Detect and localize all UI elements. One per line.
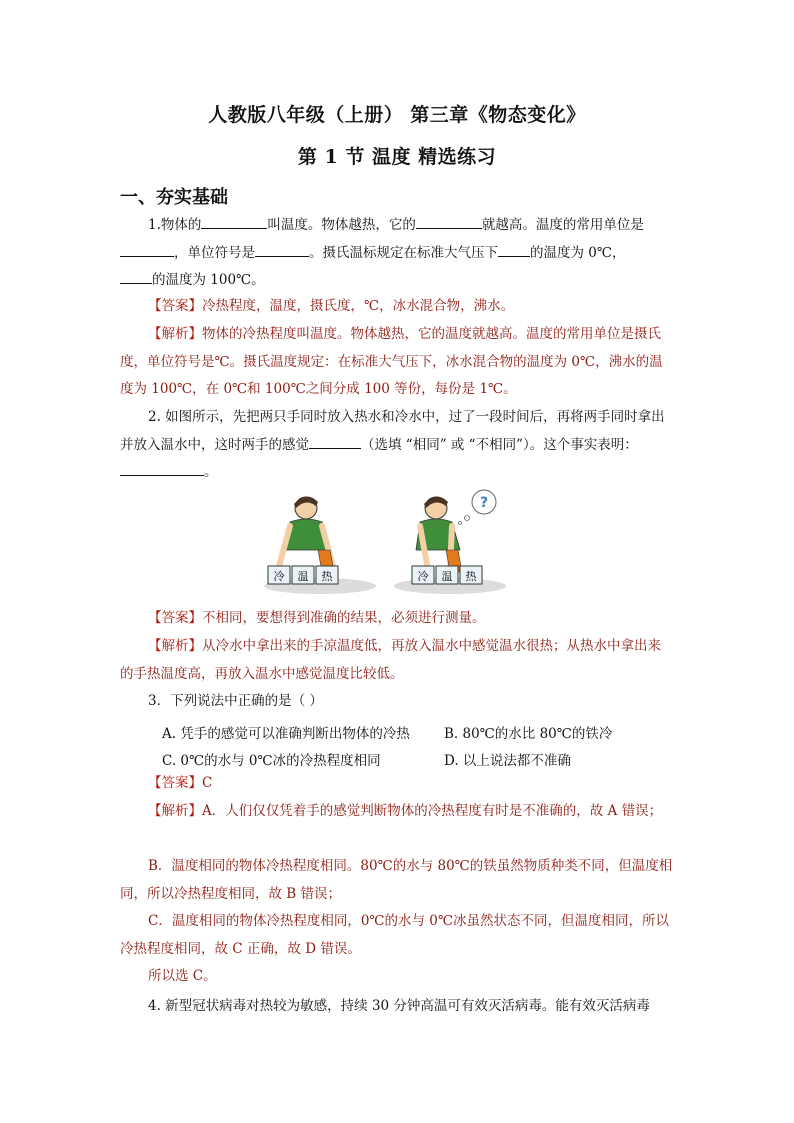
section-heading: 一、夯实基础 (120, 187, 228, 208)
option-a[interactable]: A. 凭手的感觉可以准确判断出物体的冷热 (162, 726, 410, 742)
answer-blank[interactable] (120, 269, 152, 284)
document-title: 人教版八年级（上册） 第三章《物态变化》 (208, 104, 586, 126)
answer-2: 【答案】不相同，要想得到准确的结果，必须进行测量。 (148, 610, 486, 626)
bowl-label: 热 (465, 570, 477, 583)
bowl-label: 冷 (273, 570, 285, 583)
analysis-3-conclusion: 所以选 C。 (148, 968, 217, 984)
answer-label: 【答案】 (148, 775, 202, 791)
bowl-label: 冷 (417, 570, 429, 583)
answer-blank[interactable] (120, 242, 174, 257)
option-c[interactable]: C. 0℃的水与 0℃冰的冷热程度相同 (162, 753, 381, 769)
answer-1: 【答案】冷热程度，温度，摄氏度，℃，冰水混合物，沸水。 (148, 298, 515, 314)
answer-blank[interactable] (201, 214, 267, 229)
lesson-subtitle: 第 1 节 温度 精选练习 (297, 146, 497, 168)
question-1: 1.物体的 叫温度。物体越热，它的 就越高。温度的常用单位是，单位符号是 。摄氏温标规定在标准大气压下 的温度为 0℃， 的温度为 100℃。 (120, 212, 674, 295)
option-b[interactable]: B. 80℃的水比 80℃的铁冷 (444, 726, 613, 742)
analysis-label: 【解析】 (148, 638, 202, 654)
question-3: 3．下列说法中正确的是（ ） (148, 693, 323, 709)
analysis-3-a: 【解析】A．人们仅仅凭着手的感觉判断物体的冷热程度有时是不准确的，故 A 错误； (148, 803, 663, 819)
answer-blank[interactable] (416, 214, 482, 229)
analysis-3-b: B．温度相同的物体冷热程度相同。80℃的水与 80℃的铁虽然物质种类不同，但温度相同，所以冷热程度相同，故 B 错误； (120, 858, 673, 902)
boy-figure-right (394, 490, 506, 594)
analysis-label: 【解析】 (148, 326, 202, 342)
analysis-3-c: C．温度相同的物体冷热程度相同，0℃的水与 0℃冰虽然状态不同，但温度相同，所以冷热程度相同，故 C 正确，故 D 错误。 (120, 913, 670, 957)
answer-label: 【答案】 (148, 610, 202, 626)
question-2: 2. 如图所示，先把两只手同时放入热水和冷水中，过了一段时间后，再将两手同时拿出并放入温水中，这时两手的感觉 （选填 “相同” 或 “不相同”）。这个事实表明： 。 (120, 409, 665, 481)
option-d[interactable]: D. 以上说法都不准确 (444, 753, 571, 769)
answer-3: 【答案】C (148, 775, 213, 791)
answer-blank[interactable] (498, 242, 530, 257)
analysis-1: 【解析】物体的冷热程度叫温度。物体越热，它的温度就越高。温度的常用单位是摄氏度，单位符号是℃。摄氏温度规定：在标准大气压下，冰水混合物的温度为 0℃，沸水的温度为 100℃，在 0℃和 100℃之间分成 100 等份，每份是 1℃。 (120, 326, 663, 398)
bowl-label: 温 (441, 570, 453, 583)
answer-blank[interactable] (255, 242, 309, 257)
analysis-2: 【解析】从冷水中拿出来的手凉温度低，再放入温水中感觉温水很热；从热水中拿出来的手热温度高，再放入温水中感觉温度比较低。 (120, 638, 661, 682)
bowl-label: 热 (321, 570, 333, 583)
answer-blank[interactable] (309, 434, 361, 449)
analysis-label: 【解析】 (148, 803, 202, 819)
hands-in-water-illustration (260, 488, 510, 596)
answer-blank[interactable] (120, 461, 204, 476)
boy-figure-left (264, 496, 376, 594)
question-4: 4. 新型冠状病毒对热较为敏感，持续 30 分钟高温可有效灭活病毒。能有效灭活病毒 (148, 998, 650, 1014)
question-mark-icon: ? (479, 495, 489, 511)
answer-label: 【答案】 (148, 298, 202, 314)
bowl-label: 温 (297, 570, 309, 583)
